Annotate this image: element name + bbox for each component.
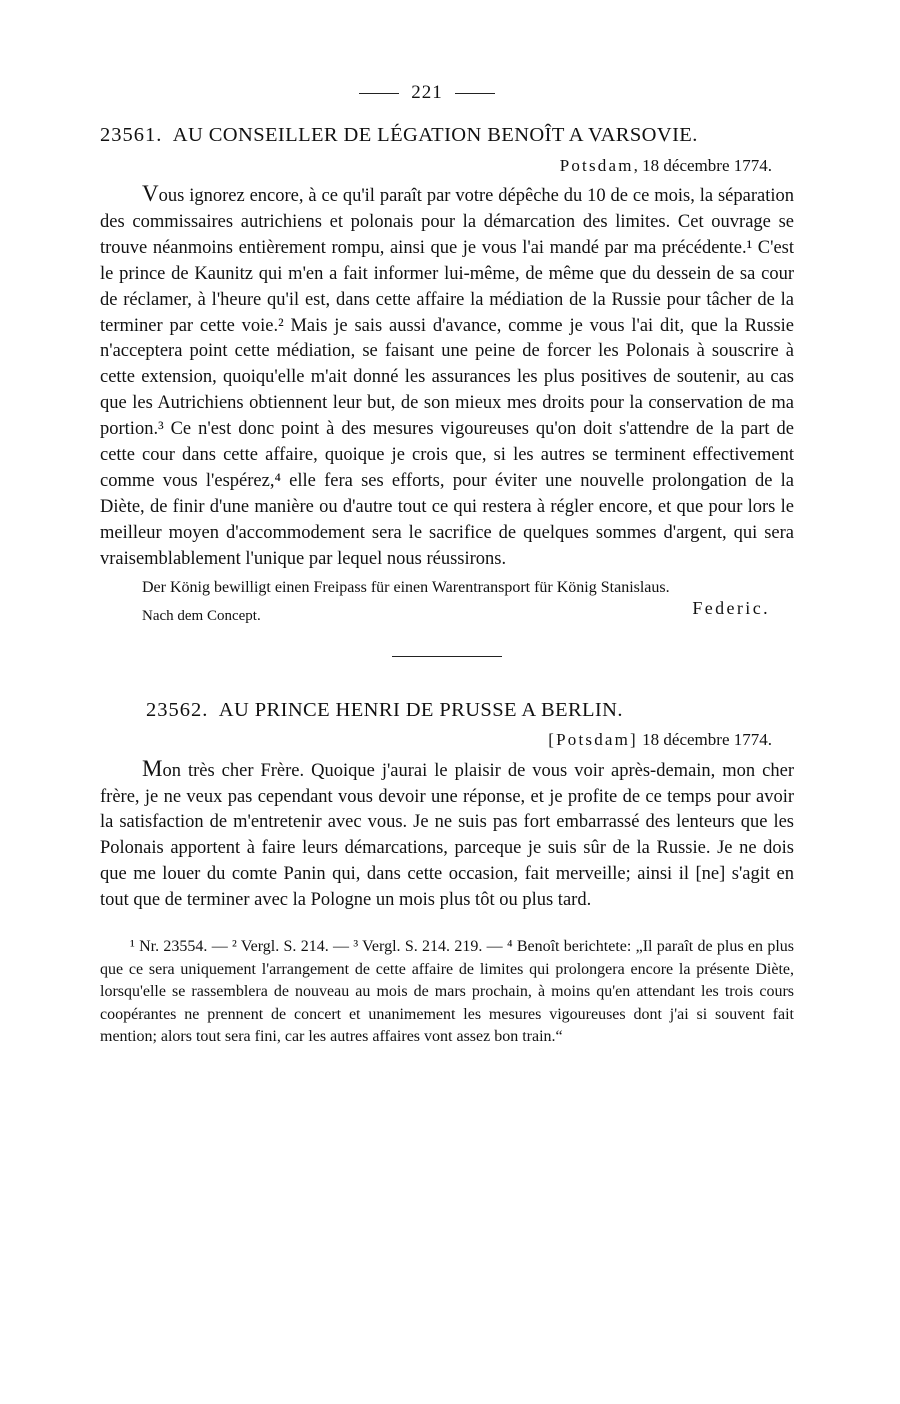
page-number-dash-right — [455, 93, 495, 94]
letter-number: 23561. — [100, 124, 163, 146]
section-separator — [392, 656, 502, 657]
signature: Federic. — [692, 597, 770, 618]
letter-title: AU PRINCE HENRI DE PRUSSE A BERLIN. — [218, 698, 623, 721]
footnotes — [100, 936, 794, 1049]
place-date — [100, 730, 772, 750]
date: , 18 décembre 1774. — [633, 156, 772, 175]
letter-title: AU CONSEILLER DE LÉGATION BENOÎT A VARSOVIE. — [172, 124, 698, 146]
place-date — [100, 156, 772, 176]
letter-heading — [100, 124, 794, 147]
letter-body — [100, 181, 794, 573]
place: [Potsdam] — [548, 729, 638, 749]
letter-23562 — [100, 699, 794, 914]
footnote-text: ¹ Nr. 23554. — ² Vergl. S. 214. — ³ Vergl. S. 214. 219. — ⁴ Benoît berichtete: „Il paraît de plus en plus que ce sera uniquement l'arrangement de cette affaire de limites qui prolongera encore la présente Diète, lorsqu'elle se rassemblera de nouveau au mois de mars prochain, à moins qu'en attendant les trois cours coopérantes ne prennent de concert et unanimement les mesures vigoureuses dont j'ai si souvent fait mention; alors tout sera fini, car les autres affaires vont assez bon train.“ — [100, 938, 794, 1046]
editorial-note: Der König bewilligt einen Freipass für einen Warentransport für König Stanislaus. — [142, 578, 670, 596]
page-number-text: 221 — [411, 82, 443, 103]
letter-body-text: on très cher Frère. Quoique j'aurai le plaisir de vous voir après-demain, mon cher frère, je ne veux pas cependant vous devoir une réponse, et je profite de ce temps pour avoir la satisfaction de m'entretenir avec vous. Je ne suis pas fort embarrassé des lenteurs que les Polonais apportent à faire leurs démarcations, parceque je suis sûr de la Russie. Je ne dois que me louer du comte Panin qui, dans cette occasion, fait merveille; ainsi il [ne] s'agit en tout que de terminer avec la Pologne un mois plus tôt ou plus tard. — [100, 760, 794, 911]
initial-letter: M — [142, 755, 163, 781]
letter-heading — [146, 699, 794, 722]
letter-body — [100, 756, 794, 914]
letter-body-text: ous ignorez encore, à ce qu'il paraît par votre dépêche du 10 de ce mois, la séparation des commissaires autrichiens et polonais pour la démarcation des limites. Cet ouvrage se trouve néanmoins entièrement rompu, ainsi que je vous l'ai mandé par ma précédente.¹ C'est le prince de Kaunitz qui m'en a fait informer lui-même, de même que du dessein de sa cour de réclamer, à l'heure qu'il est, dans cette affaire la médiation de la Russie pour tâcher de la terminer par cette voie.² Mais je sais aussi d'avance, comme je vous l'ai dit, que la Russie n'acceptera point cette médiation, se faisant une peine de forcer les Polonais à souscrire à cette extension, quoiqu'elle m'ait donné les assurances les plus positives de soutenir, au cas que les Autrichiens obtiennent leur but, de son mieux mes droits pour la conservation de ma portion.³ Ce n'est donc point à des mesures vigoureuses qu'on doit s'attendre de la part de cette cour dans cette affaire, quoique je crois que, si les autres se terminent effectivement comme vous l'espérez,⁴ elle fera ses efforts, pour éviter une nouvelle prolongation de la Diète, de finir d'une manière ou d'autre tout ce qui restera à régler encore, et que pour lors le meilleur moyen d'accommodement sera le sacrifice de quelques sommes d'argent, qui sera vraisemblablement l'unique par lequel nous réussirons. — [100, 186, 794, 569]
source-line — [100, 598, 794, 626]
initial-letter: V — [142, 181, 159, 206]
place: Potsdam — [559, 156, 634, 175]
page-number — [60, 82, 794, 104]
letter-23561 — [100, 124, 794, 626]
source-note: Nach dem Concept. — [142, 607, 261, 624]
page-number-dash-left — [359, 93, 399, 94]
letter-number: 23562. — [146, 698, 209, 721]
document-page — [100, 82, 794, 1049]
date: 18 décembre 1774. — [637, 729, 772, 749]
